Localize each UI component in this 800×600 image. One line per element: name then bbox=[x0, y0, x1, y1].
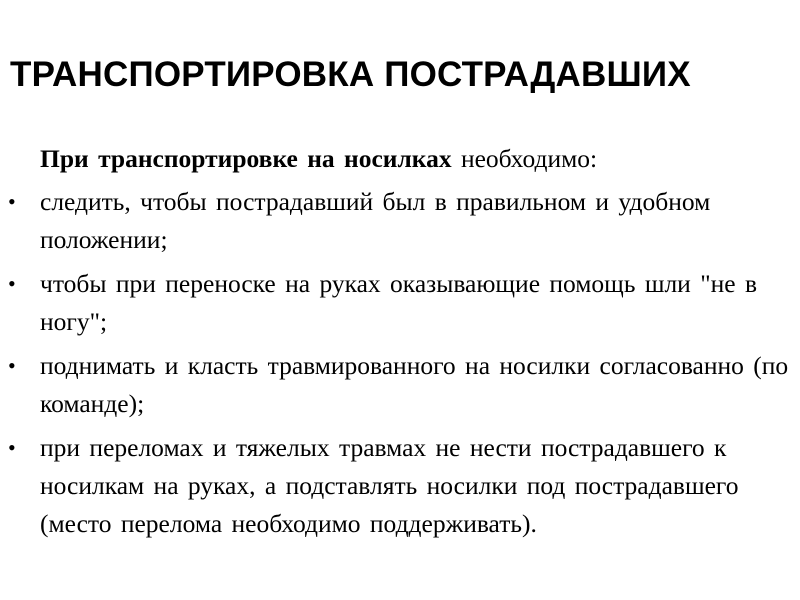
bullet-dot-icon: • bbox=[8, 435, 16, 460]
intro-paragraph bbox=[40, 140, 790, 178]
bullet-list bbox=[0, 183, 790, 543]
intro-bold-text: При транспортировке на носилках bbox=[40, 144, 452, 173]
slide-title: ТРАНСПОРТИРОВКА ПОСТРАДАВШИХ bbox=[10, 55, 691, 94]
bullet-text: при переломах и тяжелых травмах не нести пострадавшего к носилкам на руках, а подставлять носилки под пострадавшего (место перелома необходимо поддерживать). bbox=[40, 433, 739, 538]
bullet-text: следить, чтобы пострадавший был в правильном и удобном положении; bbox=[40, 187, 711, 254]
bullet-item bbox=[0, 265, 790, 341]
bullet-dot-icon: • bbox=[8, 189, 16, 214]
bullet-item bbox=[0, 183, 790, 259]
bullet-dot-icon: • bbox=[8, 271, 16, 296]
intro-rest-text: необходимо: bbox=[451, 144, 598, 173]
bullet-item bbox=[0, 347, 790, 423]
bullet-dot-icon: • bbox=[8, 353, 16, 378]
bullet-text: поднимать и класть травмированного на носилки согласованно (по команде); bbox=[40, 351, 789, 418]
bullet-text: чтобы при переноске на руках оказывающие помощь шли "не в ногу"; bbox=[40, 269, 757, 336]
slide-body bbox=[0, 140, 790, 549]
bullet-item bbox=[0, 429, 790, 543]
